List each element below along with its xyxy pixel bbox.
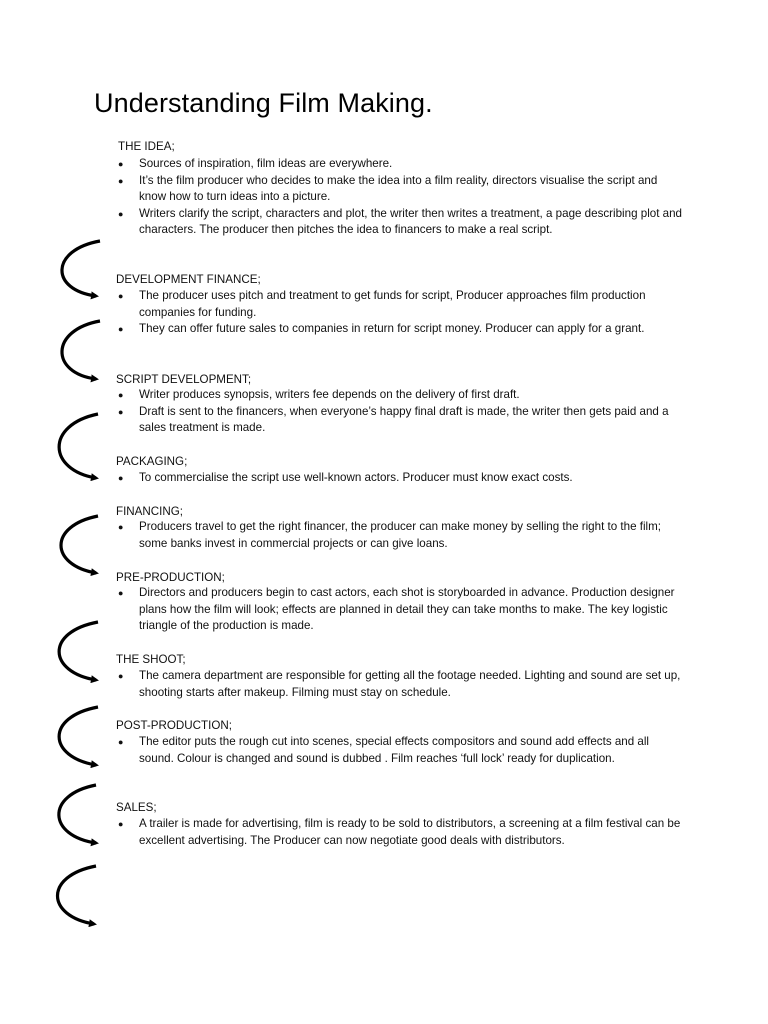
bullet-text: A trailer is made for advertising, film is ready to be sold to distributors, a screening at a film festival can be excellent advertising. The Producer can now negotiate good deals with distributors. xyxy=(139,817,681,847)
bullet-icon: ● xyxy=(118,406,124,417)
bullet-icon: ● xyxy=(118,671,124,681)
bullet-icon: ● xyxy=(118,819,124,829)
bullet-text: It’s the film producer who decides to make the idea into a film reality, directors visualise the script and know how to turn ideas into a picture. xyxy=(139,173,658,204)
section-heading-development-finance: DEVELOPMENT FINANCE; xyxy=(116,273,261,286)
curved-arrow-icon xyxy=(59,707,98,765)
bullet-icon: ● xyxy=(118,588,124,598)
curved-arrow-icon xyxy=(61,516,98,573)
bullet-text: Producers travel to get the right financer, the producer can make money by selling the right to the film; some banks invest in commercial projects or can give loans. xyxy=(139,520,661,550)
curved-arrow-icon xyxy=(59,785,96,843)
bullet-icon: ● xyxy=(118,291,124,301)
bullet-text: The producer uses pitch and treatment to get funds for script, Producer approaches film production companies for funding. xyxy=(139,289,646,319)
bullet-icon: ● xyxy=(118,737,124,747)
bullet-text: Draft is sent to the financers, when everyone’s happy final draft is made, the writer then gets paid and a sales treatment is made. xyxy=(139,404,669,435)
section-heading-pre-production: PRE-PRODUCTION; xyxy=(116,571,225,584)
section-heading-financing: FINANCING; xyxy=(116,505,183,518)
curved-arrow-icon xyxy=(59,622,98,680)
section-heading-post-production: POST-PRODUCTION; xyxy=(116,719,232,732)
curved-arrow-icon xyxy=(62,321,100,379)
bullet-text: Writer produces synopsis, writers fee depends on the delivery of first draft. xyxy=(139,388,520,401)
bullet-icon: ● xyxy=(118,159,124,169)
section-heading-sales: SALES; xyxy=(116,801,157,814)
bullet-text: They can offer future sales to companies in return for script money. Producer can apply for a grant. xyxy=(139,322,645,336)
bullet-icon: ● xyxy=(118,522,124,532)
bullet-icon: ● xyxy=(118,208,124,219)
section-heading-the-shoot: THE SHOOT; xyxy=(116,653,186,666)
section-heading-the-idea: THE IDEA; xyxy=(118,140,175,153)
bullet-icon: ● xyxy=(118,473,124,483)
bullet-text: Sources of inspiration, film ideas are everywhere. xyxy=(139,157,393,170)
bullet-text: Writers clarify the script, characters and plot, the writer then writes a treatment, a page describing plot and characters. The producer then pitches the idea to financers to make a real script. xyxy=(139,206,683,237)
bullet-text: The editor puts the rough cut into scenes, special effects compositors and sound add effects and all sound. Colour is changed and sound is dubbed . Film reaches ‘full lock’ ready for duplication. xyxy=(139,735,650,765)
bullet-icon: ● xyxy=(118,324,124,335)
curved-arrow-icon xyxy=(59,414,98,478)
curved-arrow-icon xyxy=(58,866,97,924)
page-title: Understanding Film Making. xyxy=(94,88,433,118)
bullet-text: The camera department are responsible for getting all the footage needed. Lighting and sound are set up, shooting starts after makeup. Filming must stay on schedule. xyxy=(139,669,681,699)
section-heading-packaging: PACKAGING; xyxy=(116,455,188,468)
bullet-text: To commercialise the script use well-known actors. Producer must know exact costs. xyxy=(139,471,573,484)
section-heading-script-development: SCRIPT DEVELOPMENT; xyxy=(116,373,252,386)
bullet-icon: ● xyxy=(118,175,124,186)
bullet-icon: ● xyxy=(118,390,124,400)
bullet-text: Directors and producers begin to cast actors, each shot is storyboarded in advance. Production designer plans how the film will look; effects are planned in detail they can take months to make. The key logistic triangle of the production is made. xyxy=(139,586,675,633)
curved-arrow-icon xyxy=(62,241,100,296)
